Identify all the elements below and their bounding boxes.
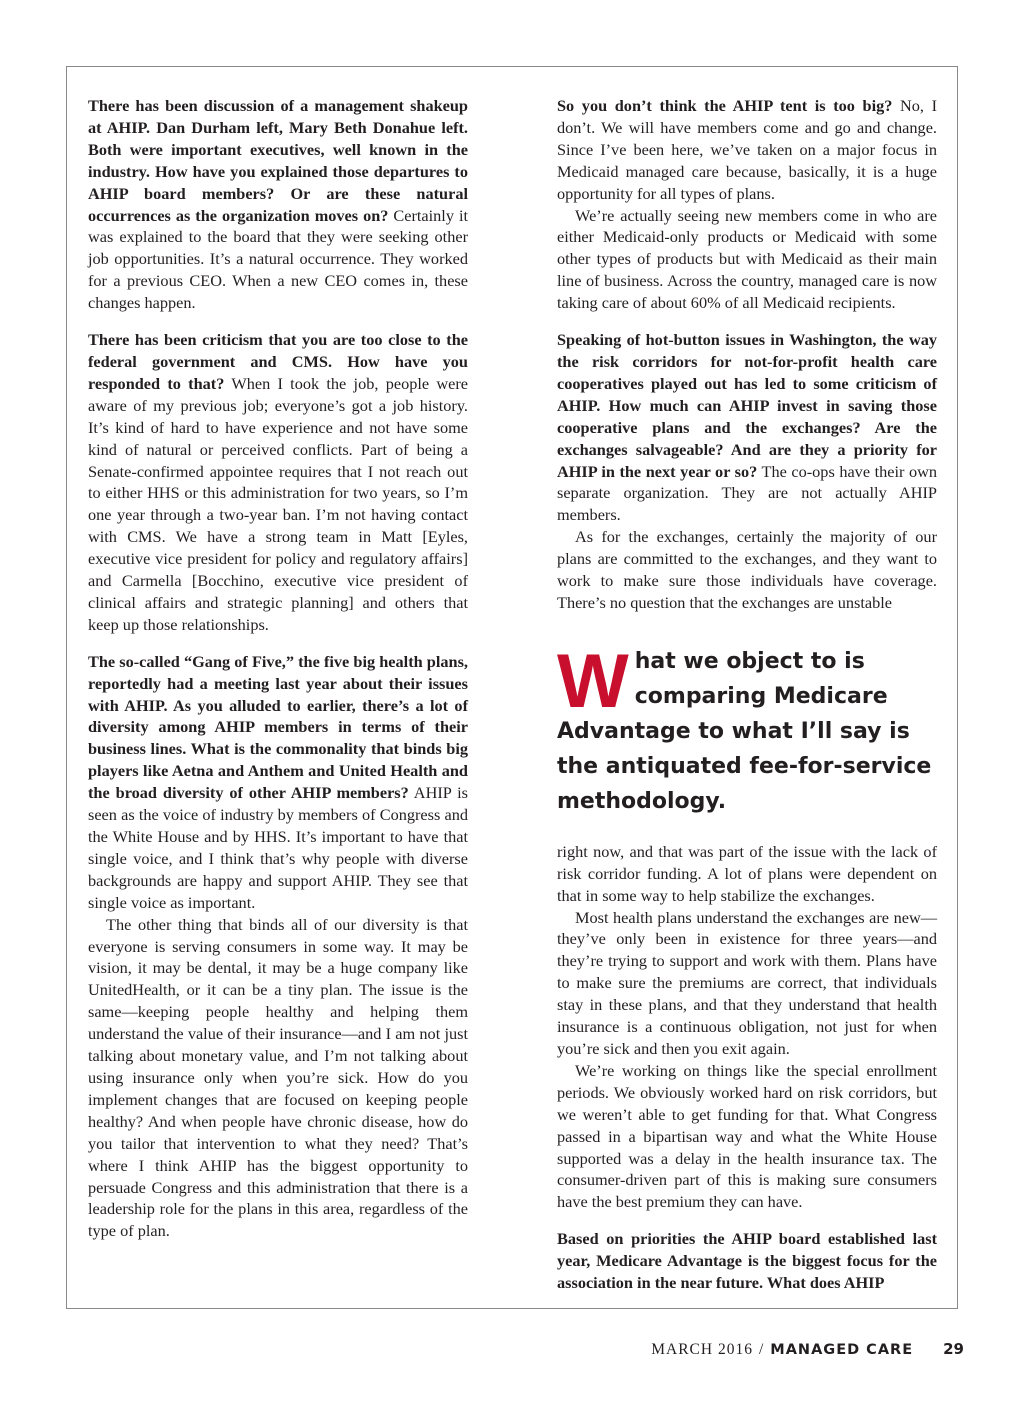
question-paragraph: [557, 95, 937, 205]
pull-quote: [557, 638, 937, 819]
pull-quote-text: hat we object to is comparing Medicare Advantage to what I’ll say is the antiquated fee-for-service methodology.: [557, 648, 932, 814]
answer-text: When I took the job, people were aware of my previous job; everyone’s got a job history. It’s kind of hard to have experience and not have some kind of natural or perceived conflicts. Part of being a Senate-confirmed appointee requires that I not reach out to either HHS or this administration for two years, so I’m one year through a two-year ban. I’m not having contact with CMS. We have a strong team in Matt [Eyles, executive vice president for policy and regulatory affairs] and Carmella [Bocchino, executive vice president of clinical affairs and strategic planning] and others that keep up those relationships.: [88, 373, 468, 634]
question-text: The so-called “Gang of Five,” the five big health plans, reportedly had a meeting last year about their issues with AHIP. As you alluded to earlier, there’s a lot of diversity among AHIP members in terms of their business lines. What is the commonality that binds big players like Aetna and Anthem and United Health and the broad diversity of other AHIP members?: [88, 651, 468, 803]
answer-text: AHIP is seen as the voice of industry by members of Congress and the White House and by HHS. It’s important to have that single voice, and I think that’s why people with diverse backgrounds are happy and support AHIP. They see that single voice as important.: [88, 783, 468, 912]
left-column: [88, 95, 468, 1242]
body-paragraph: right now, and that was part of the issue with the lack of risk corridor funding. A lot of plans were dependent on that in some way to help stabilize the exchanges.: [557, 841, 937, 905]
question-paragraph: [88, 95, 468, 314]
page-footer: [651, 1340, 964, 1359]
drop-cap: W: [557, 638, 629, 724]
body-paragraph: The other thing that binds all of our diversity is that everyone is serving consumers in some way. It may be vision, it may be dental, it may be a huge company like UnitedHealth, or it can be a tiny plan. The issue is the same—keeping people healthy and helping them understand the value of their insurance—and I am not just talking about monetary value, and I’m not talking about using insurance only when you’re sick. How do you implement changes that are focused on keeping people healthy? And when people have chronic disease, how do you tailor that intervention to what they need? That’s where I think AHIP has the biggest opportunity to persuade Congress and this administration that there is a leadership role for the plans in this area, regardless of the type of plan.: [88, 914, 468, 1241]
body-paragraph: As for the exchanges, certainly the majority of our plans are committed to the exchanges, and they want to work to make sure those individuals have coverage. There’s no question that the exchanges are unstable: [557, 527, 937, 612]
question-paragraph: [88, 329, 468, 636]
answer-text: No, I don’t. We will have members come and go and change. Since I’ve been here, we’ve taken on a major focus in Medicaid managed care because, basically, it is a huge opportunity for all types of plans.: [557, 96, 938, 203]
question-paragraph: [557, 1228, 937, 1294]
page-number: 29: [943, 1340, 964, 1358]
answer-text: Certainly it was explained to the board that they were seeking other job opportunities. It’s a natural occurrence. They worked for a previous CEO. When a new CEO comes in, these changes happen.: [88, 205, 468, 313]
magazine-name: MANAGED CARE: [770, 1342, 914, 1358]
right-column: [557, 95, 937, 1294]
question-text: There has been criticism that you are too close to the federal government and CMS. How have you responded to that?: [88, 330, 468, 393]
body-paragraph: Most health plans understand the exchanges are new—they’ve only been in existence for three years—and they’re trying to support and work with them. Plans have to make sure the premiums are correct, that individuals stay in these plans, and that they understand that health insurance is a continuous obligation, not just for when you’re sick and then you exit again.: [557, 907, 937, 1058]
body-paragraph: We’re working on things like the special enrollment periods. We obviously worked hard on risk corridors, but we weren’t able to get funding for that. What Congress passed in a bipartisan way and what the White House supported was a delay in the health insurance tax. The consumer-driven part of this is making sure consumers have the best premium they can have.: [557, 1060, 937, 1212]
question-text: There has been discussion of a management shakeup at AHIP. Dan Durham left, Mary Beth Donahue left. Both were important executives, well known in the industry. How have you explained those departures to AHIP board members? Or are these natural occurrences as the organization moves on?: [88, 96, 468, 225]
question-text: Based on priorities the AHIP board established last year, Medicare Advantage is the biggest focus for the association in the near future. What does AHIP: [557, 1229, 937, 1293]
question-paragraph: [557, 329, 937, 526]
footer-separator: /: [758, 1341, 765, 1358]
question-text: So you don’t think the AHIP tent is too big?: [557, 96, 893, 115]
issue-date: MARCH 2016: [651, 1341, 753, 1358]
body-paragraph: We’re actually seeing new members come in who are either Medicaid-only products or Medicaid with some other types of products but with Medicaid as their main line of business. Across the country, managed care is now taking care of about 60% of all Medicaid recipients.: [557, 205, 937, 313]
answer-text: The co-ops have their own separate organization. They are not actually AHIP members.: [557, 461, 937, 525]
question-paragraph: [88, 651, 468, 914]
question-text: Speaking of hot-button issues in Washington, the way the risk corridors for not-for-profit health care cooperatives played out has led to some criticism of AHIP. How much can AHIP invest in saving those cooperative plans and the exchanges? Are the exchanges salvageable? And are they a priority for AHIP in the next year or so?: [557, 330, 937, 481]
